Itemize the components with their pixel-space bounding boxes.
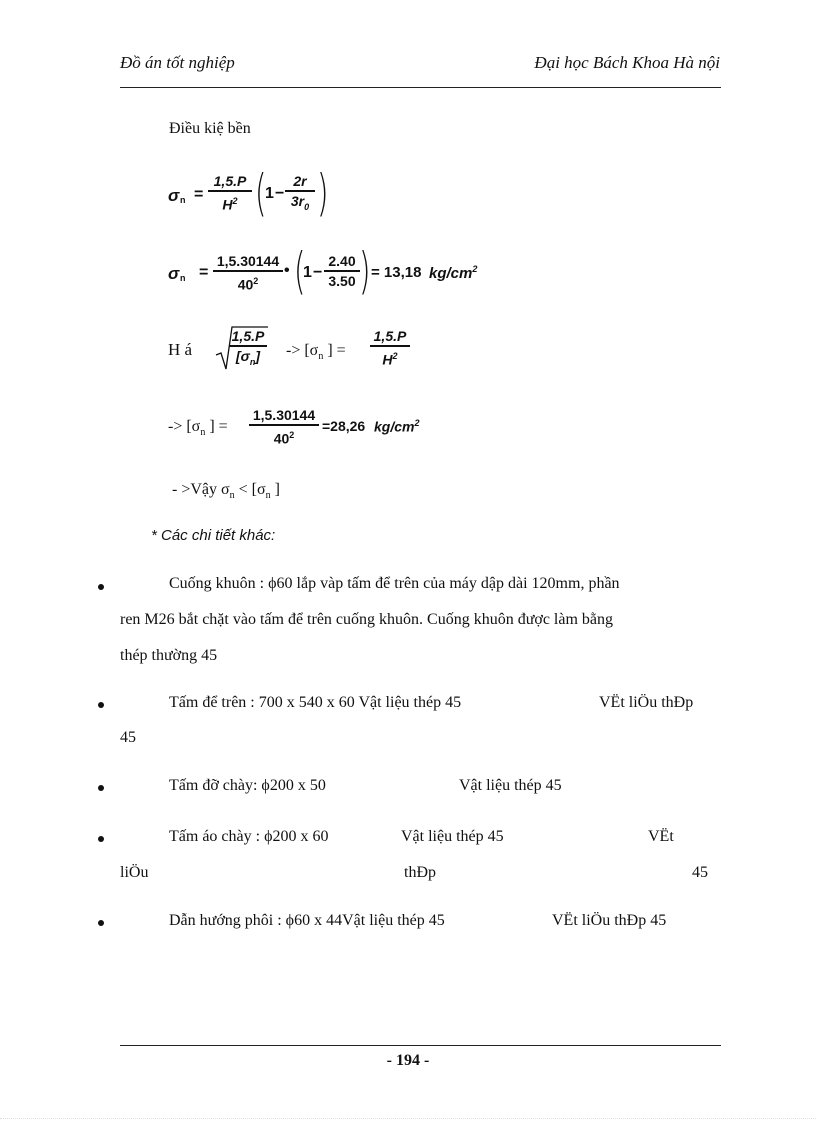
bullet-dot: [98, 702, 104, 708]
right-paren: ): [316, 164, 329, 222]
page-edge-divider: [0, 1118, 816, 1119]
minus-sign: −: [313, 264, 323, 281]
one: 1: [303, 264, 312, 281]
equals-sign: =: [199, 264, 209, 281]
left-paren: (: [293, 242, 306, 300]
arrow-expr: -> [$\sigma_n$ ] =: [168, 418, 228, 439]
other-details-heading: * Các chi tiết khác:: [151, 527, 276, 544]
equals-sign: =: [194, 186, 204, 203]
fraction-4: 1,5.30144 $40^2$: [249, 406, 319, 447]
result-value: =28,26: [322, 418, 366, 434]
sigma-subscript: n: [180, 195, 186, 205]
rhs-fraction: 1,5.P $H^2$: [370, 327, 410, 368]
bullet-dot: [98, 584, 104, 590]
bullet-dot: [98, 785, 104, 791]
header-rule: [120, 87, 721, 88]
conclusion: - >Vậy $\sigma_n < [\sigma_n$ ]: [172, 481, 280, 502]
sigma-subscript: n: [180, 273, 186, 283]
numerator: 1,5.P: [213, 173, 247, 189]
left-paren: (: [254, 164, 267, 222]
header-right: Đại học Bách Khoa Hà nội: [534, 53, 720, 72]
bullet-dot: [98, 920, 104, 926]
sigma-symbol: σ: [168, 264, 180, 283]
result-value: = 13,18: [371, 264, 422, 281]
unit: $kg/cm^2$: [429, 264, 478, 282]
fraction-1: 1,5.P $H^2$: [208, 172, 252, 213]
sigma-symbol: σ: [168, 186, 180, 205]
h-label: H á: [168, 340, 193, 359]
denominator: H: [222, 196, 233, 213]
minus-sign: −: [275, 185, 285, 202]
footer-rule: [120, 1045, 721, 1046]
header-left: Đồ án tốt nghiệp: [120, 53, 235, 72]
section-heading: Điều kiệ bền: [169, 120, 251, 137]
fraction-2: 1,5.30144 $40^2$: [213, 252, 283, 293]
unit: $kg/cm^2$: [374, 418, 420, 435]
bullet-dot: [98, 836, 104, 842]
right-paren: ): [358, 242, 371, 300]
bullet-operator: •: [284, 262, 290, 279]
inner-fraction: 2.40 3.50: [324, 252, 360, 290]
page-number: - 194 -: [386, 1052, 430, 1069]
inner-fraction: 2r $3r_0$: [285, 172, 315, 215]
radical-fraction: 1,5.P $[\sigma_n]$: [229, 327, 267, 370]
arrow-expr: -> [$\sigma_n$ ] =: [286, 342, 346, 363]
one: 1: [265, 185, 274, 202]
